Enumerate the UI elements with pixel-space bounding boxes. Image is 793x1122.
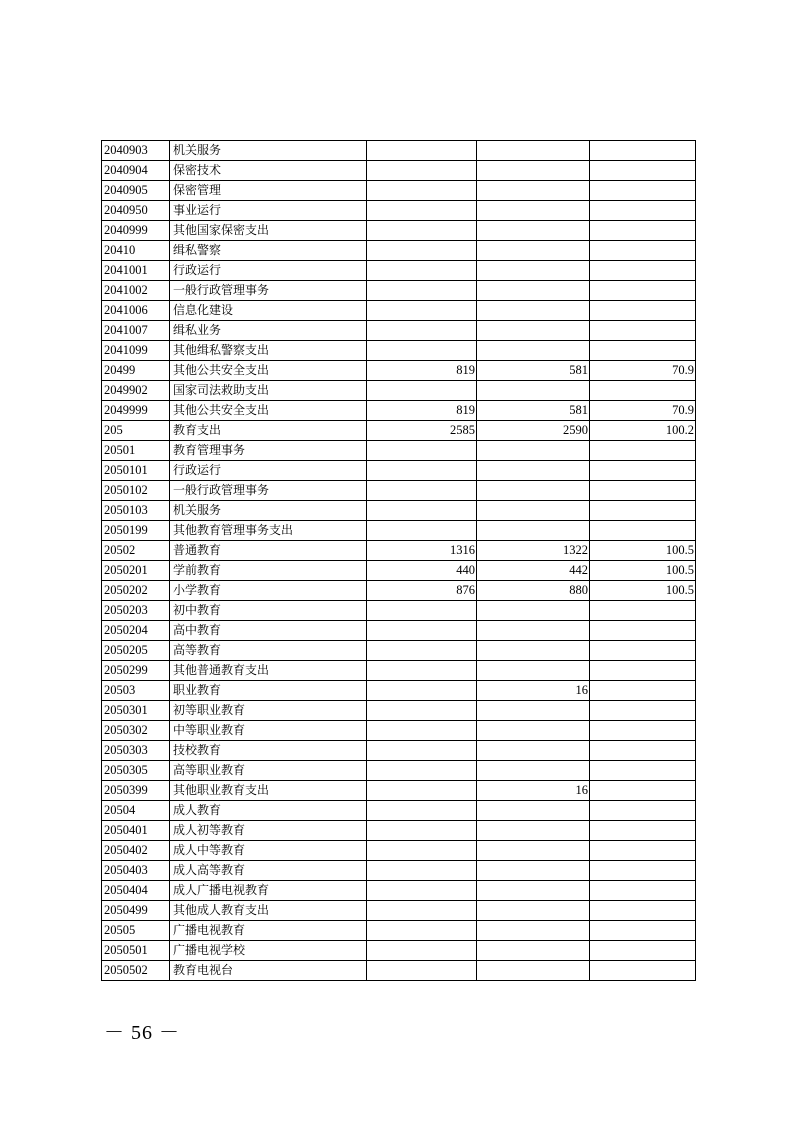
cell-value-1: 1316 bbox=[367, 541, 477, 561]
cell-value-1 bbox=[367, 701, 477, 721]
cell-name: 职业教育 bbox=[170, 681, 367, 701]
cell-name: 行政运行 bbox=[170, 261, 367, 281]
cell-value-3 bbox=[590, 821, 696, 841]
cell-value-3 bbox=[590, 701, 696, 721]
cell-value-3 bbox=[590, 941, 696, 961]
cell-value-3 bbox=[590, 461, 696, 481]
cell-value-1 bbox=[367, 521, 477, 541]
cell-value-2: 16 bbox=[477, 781, 590, 801]
table-row bbox=[102, 301, 696, 321]
cell-code: 2050202 bbox=[102, 581, 170, 601]
cell-code: 2050502 bbox=[102, 961, 170, 981]
cell-value-3 bbox=[590, 901, 696, 921]
cell-value-2 bbox=[477, 801, 590, 821]
cell-value-3 bbox=[590, 501, 696, 521]
cell-value-1 bbox=[367, 341, 477, 361]
table-row bbox=[102, 861, 696, 881]
cell-name: 技校教育 bbox=[170, 741, 367, 761]
table-row bbox=[102, 561, 696, 581]
cell-name: 其他公共安全支出 bbox=[170, 401, 367, 421]
cell-name: 保密管理 bbox=[170, 181, 367, 201]
cell-name: 教育电视台 bbox=[170, 961, 367, 981]
cell-name: 教育管理事务 bbox=[170, 441, 367, 461]
cell-code: 2050103 bbox=[102, 501, 170, 521]
cell-name: 成人教育 bbox=[170, 801, 367, 821]
table-row bbox=[102, 781, 696, 801]
cell-code: 2050401 bbox=[102, 821, 170, 841]
cell-value-3 bbox=[590, 781, 696, 801]
cell-value-2 bbox=[477, 501, 590, 521]
cell-value-2 bbox=[477, 201, 590, 221]
cell-value-1 bbox=[367, 801, 477, 821]
cell-value-2 bbox=[477, 601, 590, 621]
cell-value-2 bbox=[477, 241, 590, 261]
cell-value-2 bbox=[477, 461, 590, 481]
cell-value-2: 581 bbox=[477, 401, 590, 421]
cell-value-1 bbox=[367, 301, 477, 321]
cell-code: 20499 bbox=[102, 361, 170, 381]
cell-value-2 bbox=[477, 341, 590, 361]
cell-value-1 bbox=[367, 841, 477, 861]
table-row bbox=[102, 901, 696, 921]
cell-value-2 bbox=[477, 761, 590, 781]
table-row bbox=[102, 481, 696, 501]
cell-value-1 bbox=[367, 461, 477, 481]
cell-value-2 bbox=[477, 661, 590, 681]
cell-name: 成人高等教育 bbox=[170, 861, 367, 881]
cell-name: 成人中等教育 bbox=[170, 841, 367, 861]
table-row bbox=[102, 401, 696, 421]
table-row bbox=[102, 161, 696, 181]
cell-name: 高中教育 bbox=[170, 621, 367, 641]
cell-name: 其他成人教育支出 bbox=[170, 901, 367, 921]
cell-value-2 bbox=[477, 301, 590, 321]
cell-name: 教育支出 bbox=[170, 421, 367, 441]
cell-value-3 bbox=[590, 181, 696, 201]
cell-value-1 bbox=[367, 241, 477, 261]
cell-value-3 bbox=[590, 761, 696, 781]
cell-value-2: 581 bbox=[477, 361, 590, 381]
cell-value-2 bbox=[477, 261, 590, 281]
table-row bbox=[102, 141, 696, 161]
table-row bbox=[102, 581, 696, 601]
cell-value-3 bbox=[590, 141, 696, 161]
cell-value-3: 100.2 bbox=[590, 421, 696, 441]
cell-value-1 bbox=[367, 661, 477, 681]
cell-value-1 bbox=[367, 761, 477, 781]
cell-code: 20504 bbox=[102, 801, 170, 821]
cell-value-1 bbox=[367, 621, 477, 641]
cell-value-2 bbox=[477, 701, 590, 721]
table-row bbox=[102, 621, 696, 641]
cell-name: 成人初等教育 bbox=[170, 821, 367, 841]
cell-code: 2050199 bbox=[102, 521, 170, 541]
cell-value-2: 880 bbox=[477, 581, 590, 601]
cell-value-3 bbox=[590, 961, 696, 981]
cell-value-2 bbox=[477, 641, 590, 661]
cell-name: 学前教育 bbox=[170, 561, 367, 581]
cell-name: 成人广播电视教育 bbox=[170, 881, 367, 901]
cell-value-1 bbox=[367, 821, 477, 841]
cell-code: 20503 bbox=[102, 681, 170, 701]
cell-value-1 bbox=[367, 201, 477, 221]
cell-code: 2050303 bbox=[102, 741, 170, 761]
table-row bbox=[102, 641, 696, 661]
cell-value-2 bbox=[477, 521, 590, 541]
cell-code: 2041001 bbox=[102, 261, 170, 281]
table-row bbox=[102, 961, 696, 981]
cell-code: 2041099 bbox=[102, 341, 170, 361]
cell-value-1 bbox=[367, 601, 477, 621]
table-row bbox=[102, 841, 696, 861]
cell-name: 广播电视教育 bbox=[170, 921, 367, 941]
cell-value-3 bbox=[590, 801, 696, 821]
cell-code: 2040904 bbox=[102, 161, 170, 181]
cell-value-2: 16 bbox=[477, 681, 590, 701]
cell-value-2 bbox=[477, 441, 590, 461]
cell-value-3 bbox=[590, 321, 696, 341]
cell-value-3 bbox=[590, 261, 696, 281]
page-number: － 56 － bbox=[104, 1022, 180, 1044]
budget-table bbox=[101, 140, 696, 981]
cell-value-2 bbox=[477, 861, 590, 881]
cell-code: 2050101 bbox=[102, 461, 170, 481]
table-row bbox=[102, 921, 696, 941]
cell-value-2 bbox=[477, 621, 590, 641]
cell-code: 2050301 bbox=[102, 701, 170, 721]
cell-code: 2041002 bbox=[102, 281, 170, 301]
cell-value-3: 70.9 bbox=[590, 401, 696, 421]
table-row bbox=[102, 241, 696, 261]
cell-value-1 bbox=[367, 501, 477, 521]
table-row bbox=[102, 941, 696, 961]
cell-name: 高等职业教育 bbox=[170, 761, 367, 781]
table-row bbox=[102, 821, 696, 841]
cell-code: 2050403 bbox=[102, 861, 170, 881]
cell-code: 2050299 bbox=[102, 661, 170, 681]
cell-value-2 bbox=[477, 881, 590, 901]
cell-value-1 bbox=[367, 261, 477, 281]
cell-value-2 bbox=[477, 141, 590, 161]
cell-value-1 bbox=[367, 481, 477, 501]
cell-code: 2040950 bbox=[102, 201, 170, 221]
cell-value-2 bbox=[477, 921, 590, 941]
cell-value-3 bbox=[590, 441, 696, 461]
cell-value-1: 876 bbox=[367, 581, 477, 601]
cell-value-3: 100.5 bbox=[590, 561, 696, 581]
cell-name: 保密技术 bbox=[170, 161, 367, 181]
cell-value-1: 819 bbox=[367, 401, 477, 421]
cell-value-2 bbox=[477, 321, 590, 341]
cell-value-2 bbox=[477, 821, 590, 841]
cell-value-3: 100.5 bbox=[590, 541, 696, 561]
cell-code: 2040903 bbox=[102, 141, 170, 161]
cell-value-3 bbox=[590, 861, 696, 881]
cell-name: 一般行政管理事务 bbox=[170, 281, 367, 301]
table-body bbox=[102, 141, 696, 981]
cell-value-3 bbox=[590, 381, 696, 401]
table-row bbox=[102, 761, 696, 781]
cell-value-3 bbox=[590, 661, 696, 681]
cell-value-3 bbox=[590, 741, 696, 761]
cell-code: 2050402 bbox=[102, 841, 170, 861]
table-row bbox=[102, 741, 696, 761]
cell-name: 其他职业教育支出 bbox=[170, 781, 367, 801]
cell-code: 2050204 bbox=[102, 621, 170, 641]
cell-code: 2040999 bbox=[102, 221, 170, 241]
cell-value-3 bbox=[590, 281, 696, 301]
cell-code: 20502 bbox=[102, 541, 170, 561]
cell-value-1 bbox=[367, 281, 477, 301]
cell-value-1 bbox=[367, 741, 477, 761]
table-row bbox=[102, 341, 696, 361]
cell-name: 普通教育 bbox=[170, 541, 367, 561]
cell-value-1: 2585 bbox=[367, 421, 477, 441]
cell-name: 初中教育 bbox=[170, 601, 367, 621]
cell-value-3 bbox=[590, 521, 696, 541]
table-row bbox=[102, 881, 696, 901]
cell-value-3 bbox=[590, 241, 696, 261]
cell-value-1 bbox=[367, 921, 477, 941]
cell-code: 20410 bbox=[102, 241, 170, 261]
cell-name: 机关服务 bbox=[170, 141, 367, 161]
cell-code: 2050399 bbox=[102, 781, 170, 801]
cell-code: 20501 bbox=[102, 441, 170, 461]
cell-value-3 bbox=[590, 641, 696, 661]
cell-value-3 bbox=[590, 201, 696, 221]
cell-name: 小学教育 bbox=[170, 581, 367, 601]
cell-value-1 bbox=[367, 181, 477, 201]
cell-value-1 bbox=[367, 781, 477, 801]
cell-value-3 bbox=[590, 601, 696, 621]
cell-code: 2050102 bbox=[102, 481, 170, 501]
cell-name: 缉私业务 bbox=[170, 321, 367, 341]
cell-value-3: 70.9 bbox=[590, 361, 696, 381]
cell-value-1 bbox=[367, 641, 477, 661]
cell-value-2 bbox=[477, 941, 590, 961]
cell-name: 一般行政管理事务 bbox=[170, 481, 367, 501]
cell-value-1: 440 bbox=[367, 561, 477, 581]
cell-value-3 bbox=[590, 481, 696, 501]
cell-value-3 bbox=[590, 621, 696, 641]
cell-value-2 bbox=[477, 841, 590, 861]
cell-value-3 bbox=[590, 161, 696, 181]
cell-name: 其他国家保密支出 bbox=[170, 221, 367, 241]
cell-name: 其他普通教育支出 bbox=[170, 661, 367, 681]
cell-value-2 bbox=[477, 221, 590, 241]
cell-value-1 bbox=[367, 901, 477, 921]
cell-code: 2041007 bbox=[102, 321, 170, 341]
table-row bbox=[102, 681, 696, 701]
table-row bbox=[102, 381, 696, 401]
table-row bbox=[102, 541, 696, 561]
cell-code: 2050203 bbox=[102, 601, 170, 621]
cell-code: 2050305 bbox=[102, 761, 170, 781]
cell-code: 2049902 bbox=[102, 381, 170, 401]
cell-value-1 bbox=[367, 881, 477, 901]
table-row bbox=[102, 441, 696, 461]
cell-name: 其他公共安全支出 bbox=[170, 361, 367, 381]
cell-value-2 bbox=[477, 901, 590, 921]
cell-name: 广播电视学校 bbox=[170, 941, 367, 961]
cell-name: 初等职业教育 bbox=[170, 701, 367, 721]
cell-value-2 bbox=[477, 181, 590, 201]
cell-code: 2050201 bbox=[102, 561, 170, 581]
cell-value-1 bbox=[367, 721, 477, 741]
cell-code: 2050302 bbox=[102, 721, 170, 741]
cell-value-2 bbox=[477, 721, 590, 741]
cell-value-2 bbox=[477, 961, 590, 981]
cell-value-1 bbox=[367, 861, 477, 881]
cell-name: 事业运行 bbox=[170, 201, 367, 221]
cell-name: 机关服务 bbox=[170, 501, 367, 521]
table-row bbox=[102, 461, 696, 481]
cell-value-3 bbox=[590, 341, 696, 361]
cell-code: 205 bbox=[102, 421, 170, 441]
cell-value-3 bbox=[590, 221, 696, 241]
cell-name: 信息化建设 bbox=[170, 301, 367, 321]
cell-value-2 bbox=[477, 381, 590, 401]
table-row bbox=[102, 221, 696, 241]
cell-value-1 bbox=[367, 141, 477, 161]
table-row bbox=[102, 601, 696, 621]
table-row bbox=[102, 521, 696, 541]
cell-code: 2050404 bbox=[102, 881, 170, 901]
cell-name: 国家司法救助支出 bbox=[170, 381, 367, 401]
cell-value-1 bbox=[367, 941, 477, 961]
cell-code: 2049999 bbox=[102, 401, 170, 421]
cell-value-2: 442 bbox=[477, 561, 590, 581]
cell-code: 2050501 bbox=[102, 941, 170, 961]
cell-code: 2040905 bbox=[102, 181, 170, 201]
cell-value-1 bbox=[367, 321, 477, 341]
table-row bbox=[102, 421, 696, 441]
cell-value-3 bbox=[590, 921, 696, 941]
cell-code: 2050205 bbox=[102, 641, 170, 661]
table-row bbox=[102, 261, 696, 281]
cell-value-3 bbox=[590, 681, 696, 701]
cell-code: 2050499 bbox=[102, 901, 170, 921]
cell-code: 2041006 bbox=[102, 301, 170, 321]
cell-name: 行政运行 bbox=[170, 461, 367, 481]
cell-code: 20505 bbox=[102, 921, 170, 941]
table-row bbox=[102, 801, 696, 821]
cell-value-2 bbox=[477, 281, 590, 301]
cell-name: 其他教育管理事务支出 bbox=[170, 521, 367, 541]
cell-value-2 bbox=[477, 481, 590, 501]
cell-value-3 bbox=[590, 301, 696, 321]
cell-name: 高等教育 bbox=[170, 641, 367, 661]
cell-value-3: 100.5 bbox=[590, 581, 696, 601]
cell-value-3 bbox=[590, 841, 696, 861]
cell-value-1 bbox=[367, 161, 477, 181]
table-row bbox=[102, 701, 696, 721]
cell-value-1 bbox=[367, 961, 477, 981]
cell-name: 其他缉私警察支出 bbox=[170, 341, 367, 361]
cell-name: 缉私警察 bbox=[170, 241, 367, 261]
table-row bbox=[102, 201, 696, 221]
cell-value-2 bbox=[477, 741, 590, 761]
table-row bbox=[102, 361, 696, 381]
table-row bbox=[102, 501, 696, 521]
cell-value-1: 819 bbox=[367, 361, 477, 381]
cell-value-1 bbox=[367, 221, 477, 241]
table-row bbox=[102, 661, 696, 681]
cell-name: 中等职业教育 bbox=[170, 721, 367, 741]
table-row bbox=[102, 181, 696, 201]
table-row bbox=[102, 281, 696, 301]
cell-value-2: 2590 bbox=[477, 421, 590, 441]
cell-value-2: 1322 bbox=[477, 541, 590, 561]
cell-value-3 bbox=[590, 881, 696, 901]
cell-value-3 bbox=[590, 721, 696, 741]
cell-value-1 bbox=[367, 681, 477, 701]
cell-value-1 bbox=[367, 441, 477, 461]
table-row bbox=[102, 321, 696, 341]
cell-value-1 bbox=[367, 381, 477, 401]
table-row bbox=[102, 721, 696, 741]
cell-value-2 bbox=[477, 161, 590, 181]
